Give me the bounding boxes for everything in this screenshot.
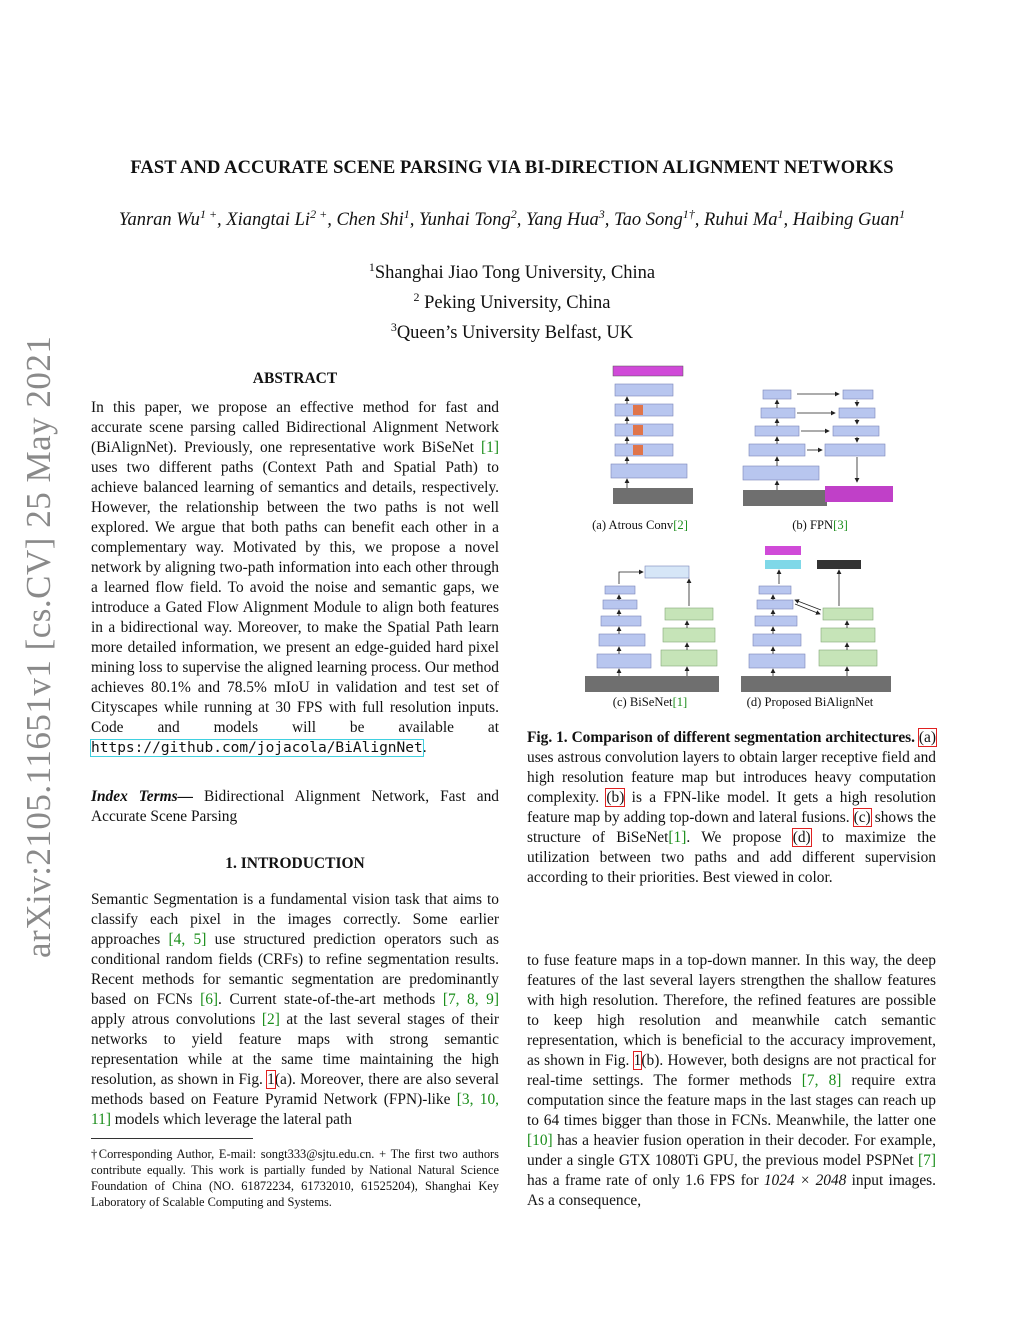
citation-link[interactable]: [3, 10, 11]: [91, 1091, 499, 1128]
author: Ruhui Ma: [704, 210, 778, 231]
citation-link[interactable]: [1]: [672, 695, 688, 709]
resolution-math: 1024 × 2048: [763, 1172, 847, 1189]
citation-link[interactable]: [1]: [481, 439, 499, 456]
figure-ref-link[interactable]: 1: [267, 1071, 275, 1088]
author: Yunhai Tong: [419, 210, 511, 231]
affiliations: [0, 255, 1024, 345]
citation-link[interactable]: [3]: [833, 518, 848, 532]
paper-title: FAST AND ACCURATE SCENE PARSING VIA BI-DIRECTION ALIGNMENT NETWORKS: [130, 158, 894, 178]
affiliation: $^2$ Peking University, China: [413, 290, 611, 314]
figure-caption: Fig. 1. Comparison of different segmentation architectures. (a) uses astrous convolution layers to obtain larger receptive field and high resolution feature map but introduces heavy computation complexity. (b) is a FPN-like model. It gets a high resolution feature map by adding top-down and lateral fusions. (c) shows the structure of BiSeNet[1]. We propose (d) to maximize the utilization between two paths and add different supervision according to their priorities. Best viewed in color.: [527, 729, 937, 886]
abstract-body: In this paper, we propose an effective method for fast and accurate scene parsing called Bidirectional Alignment Network (BiAlignNet). Previously, one representative work BiSeNet [1] uses two different paths (Context Path and Spatial Path) to achieve balanced learning of semantics and details, respectively. However, the relationship between the two paths is not well explored. We argue that both paths can benefit each other in a complementary way. Motivated by this, we propose a novel network by aligning two-path information into each other through a learned flow field. To avoid the noise and semantic gaps, we introduce a Gated Flow Alignment Module to align both features in a bidirectional way. Moreover, to make the Spatial Path learn more detailed information, we present an edge-guided hard pixel mining loss to supervise the aligned learning process. Our method achieves 80.1% and 78.5% mIoU in validation and test set of Cityscapes while running at 30 FPS with full resolution inputs. Code and models will be available at https://github.com/jojacola/BiAlignNet.: [91, 399, 499, 756]
subfigure-b-link[interactable]: (b): [606, 789, 625, 806]
diagram-bisenet: [585, 566, 719, 692]
subcaption-c: (c) BiSeNet[1]: [612, 695, 688, 709]
citation-link[interactable]: [2]: [261, 1011, 280, 1028]
architecture-figure: [527, 360, 936, 720]
affiliation: $^3$Queen’s University Belfast, UK: [390, 320, 634, 344]
subfigure-d-link[interactable]: (d): [792, 829, 811, 846]
diagram-atrous-conv: [611, 366, 693, 504]
subfigure-c-link[interactable]: (c): [853, 809, 871, 826]
intro-heading: 1. INTRODUCTION: [225, 855, 365, 872]
diagram-fpn: [743, 390, 893, 506]
figure-ref-link[interactable]: 1: [633, 1052, 642, 1069]
citation-link[interactable]: [6]: [200, 991, 219, 1008]
intro-body: Semantic Segmentation is a fundamental vision task that aims to classify each pixel in the images correctly. Some earlier approaches [4, 5] use structured prediction operators such as conditional random fields (CRFs) to refine segmentation results. Recent methods for semantic segmentation are predominantly based on FCNs [6]. Current state-of-the-art methods [7, 8, 9] apply atrous convolutions [2] at the last several stages of their networks to yield feature maps with strong semantic representation while at the same time maintaining the high resolution, as shown in Fig. 1(a). Moreover, there are also several methods based on Feature Pyramid Network (FPN)-like [3, 10, 11] models which leverage the lateral path: [91, 891, 499, 1128]
citation-link[interactable]: [2]: [673, 518, 688, 532]
author: Chen Shi: [336, 210, 404, 231]
affiliation: $^1$Shanghai Jiao Tong University, China: [368, 260, 656, 284]
subfigure-a-link[interactable]: (a): [918, 729, 936, 746]
subcaption-d: (d) Proposed BiAlignNet: [746, 695, 874, 709]
author: Xiangtai Li: [226, 210, 311, 231]
author: Tao Song: [614, 210, 683, 231]
author: Haibing Guan: [792, 210, 900, 231]
index-terms: Index Terms— Bidirectional Alignment Network, Fast and Accurate Scene Parsing: [91, 788, 500, 825]
footnote-rule: [91, 1138, 253, 1139]
citation-link[interactable]: [10]: [527, 1132, 553, 1149]
right-column-body: to fuse feature maps in a top-down manner. In this way, the deep features of the last several layers strengthen the shallow features with high resolution. Therefore, the refined features are possible to keep high resolution and meanwhile catch semantic representation, which is beneficial to the accuracy improvement, as shown in Fig. 1(b). However, both designs are not practical for real-time settings. The former methods [7, 8] require extra computation since the feature maps in the last stages can reach up to 64 times bigger than those in FCNs. Meanwhile, the latter one [10] has a heavier fusion operation in their decoder. For example, under a single GTX 1080Ti GPU, the previous model PSPNet [7] has a frame rate of only 1.6 FPS for 1024 × 2048 input images. As a consequence,: [527, 952, 936, 1209]
diagram-bialignnet: [741, 546, 891, 692]
author: Yanran Wu: [118, 210, 200, 231]
author: Yang Hua: [525, 210, 599, 231]
citation-link[interactable]: [7, 8]: [801, 1072, 842, 1089]
subcaption-b: (b) FPN[3]: [792, 518, 848, 532]
code-url-link[interactable]: https://github.com/jojacola/BiAlignNet: [91, 740, 423, 756]
abstract-heading: ABSTRACT: [252, 370, 338, 387]
citation-link[interactable]: [1]: [668, 829, 687, 846]
citation-link[interactable]: [4, 5]: [168, 931, 207, 948]
arxiv-identifier: arXiv:2105.11651v1 [cs.CV] 25 May 2021: [19, 335, 58, 958]
citation-link[interactable]: [7, 8, 9]: [442, 991, 499, 1008]
author-list: Yanran $Wu^{1 +}$, Xiangtai $Li^{2 +}$, Chen Shi$^1$, Yunhai Tong$^2$, Yang Hua$^3$, Tao Song$^{1\dagger}$, Ruhui Ma$^1$, Haibing Guan$^1$: [118, 207, 906, 231]
subcaption-a: (a) Atrous Conv[2]: [592, 518, 688, 532]
footnote: †Corresponding Author, E-mail: songt333@sjtu.edu.cn. + The first two authors contribute equally. This work is partially funded by National Natural Science Foundation of China (NO. 61872234, 61732010, 61525204), Shanghai Key Laboratory of Scalable Computing and Systems.: [91, 1147, 499, 1209]
citation-link[interactable]: [7]: [918, 1152, 936, 1169]
